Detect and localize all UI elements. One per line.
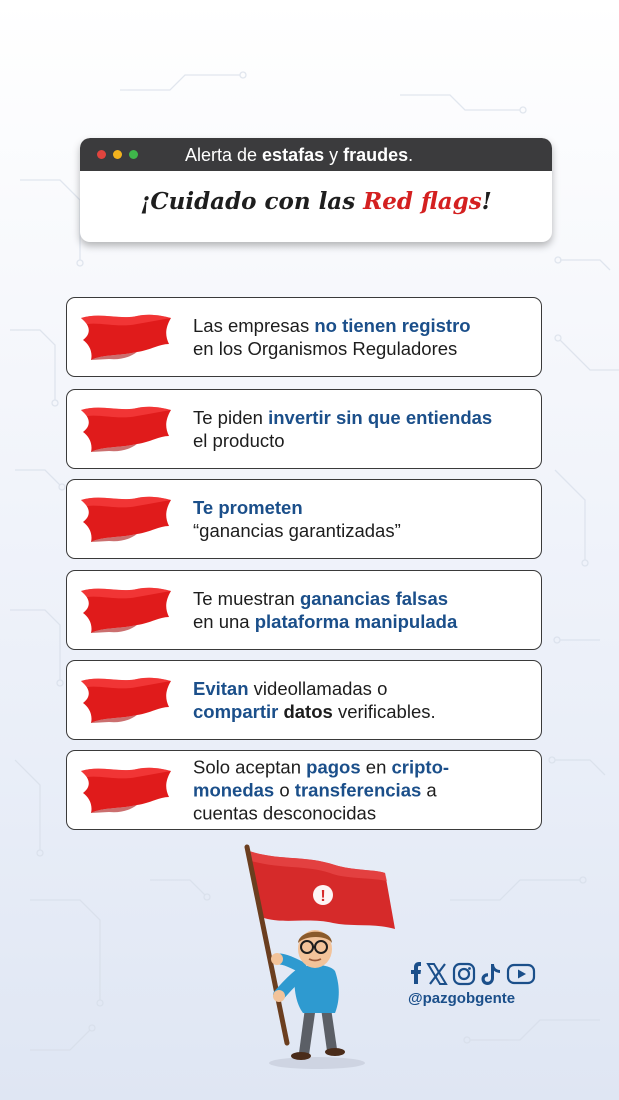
window-title-bar xyxy=(80,138,552,171)
text-segment: pagos xyxy=(306,756,361,778)
text-segment: transferencias xyxy=(294,779,422,801)
tiktok-icon[interactable] xyxy=(482,964,501,985)
text-line xyxy=(193,587,457,610)
youtube-icon[interactable] xyxy=(508,965,534,983)
red-flag-card xyxy=(66,660,542,740)
text-line xyxy=(193,610,457,633)
facebook-icon[interactable] xyxy=(411,962,421,984)
social-icons xyxy=(405,960,540,986)
mascot-with-flag-illustration xyxy=(235,843,410,1071)
red-flag-icon xyxy=(79,763,173,817)
text-line xyxy=(193,314,471,337)
text-segment: en los Organismos Reguladores xyxy=(193,338,458,359)
text-segment: Te muestran xyxy=(193,588,300,609)
close-dot-icon xyxy=(97,150,106,159)
x-icon[interactable] xyxy=(428,964,446,984)
red-flag-card xyxy=(66,570,542,650)
red-flag-icon xyxy=(79,492,173,546)
text-segment: Evitan xyxy=(193,678,249,699)
red-flag-icon xyxy=(79,673,173,727)
text-segment: Te prometen xyxy=(193,497,303,518)
text-segment: o xyxy=(274,779,295,801)
red-flag-text xyxy=(193,496,401,542)
flag-exclamation: ! xyxy=(320,888,326,905)
text-segment: plataforma manipulada xyxy=(254,611,458,632)
social-handle[interactable]: @pazgobgente xyxy=(408,990,516,1007)
text-segment: ganancias falsas xyxy=(299,588,449,609)
red-flag-icon xyxy=(79,402,173,456)
text-line xyxy=(193,779,449,802)
text-segment: Te piden xyxy=(193,407,269,428)
text-segment: compartir xyxy=(193,701,279,722)
red-flag-text xyxy=(193,314,471,360)
text-segment: Las empresas xyxy=(193,315,315,336)
window-title: Alerta de estafas y fraudes. xyxy=(185,145,414,165)
text-line xyxy=(193,802,449,825)
text-segment: “ganancias garantizadas” xyxy=(193,520,401,541)
red-flag-icon xyxy=(79,310,173,364)
red-flag-text xyxy=(193,587,457,633)
red-flag-card xyxy=(66,479,542,559)
text-line xyxy=(193,700,436,723)
minimize-dot-icon xyxy=(113,150,122,159)
red-flag-icon xyxy=(79,583,173,637)
text-segment: el producto xyxy=(193,430,285,451)
text-line xyxy=(193,406,492,429)
text-segment: cuentas desconocidas xyxy=(193,802,377,824)
text-segment: no tienen registro xyxy=(314,315,471,336)
red-flag-card xyxy=(66,750,542,830)
text-segment: en xyxy=(360,756,392,778)
text-line xyxy=(193,756,449,779)
text-segment: Solo aceptan xyxy=(193,756,307,778)
red-flag-card xyxy=(66,389,542,469)
text-segment: cripto- xyxy=(391,756,450,778)
text-segment: datos xyxy=(283,701,333,722)
red-flag-text xyxy=(193,756,449,825)
text-line xyxy=(193,519,401,542)
red-flag-text xyxy=(193,677,436,723)
text-segment: en una xyxy=(193,611,255,632)
maximize-dot-icon xyxy=(129,150,138,159)
instagram-icon[interactable] xyxy=(454,964,474,984)
red-flag-text xyxy=(193,406,492,452)
text-segment: verificables. xyxy=(332,701,436,722)
text-segment: monedas xyxy=(193,779,275,801)
text-segment: invertir sin que entiendas xyxy=(268,407,493,428)
text-line xyxy=(193,677,436,700)
red-flag-card xyxy=(66,297,542,377)
headline: ¡Cuidado con las Red flags! xyxy=(140,188,492,215)
text-line xyxy=(193,337,471,360)
alert-window xyxy=(80,138,552,242)
text-line xyxy=(193,496,401,519)
text-segment: videollamadas o xyxy=(248,678,388,699)
text-segment: a xyxy=(421,779,437,801)
text-line xyxy=(193,429,492,452)
